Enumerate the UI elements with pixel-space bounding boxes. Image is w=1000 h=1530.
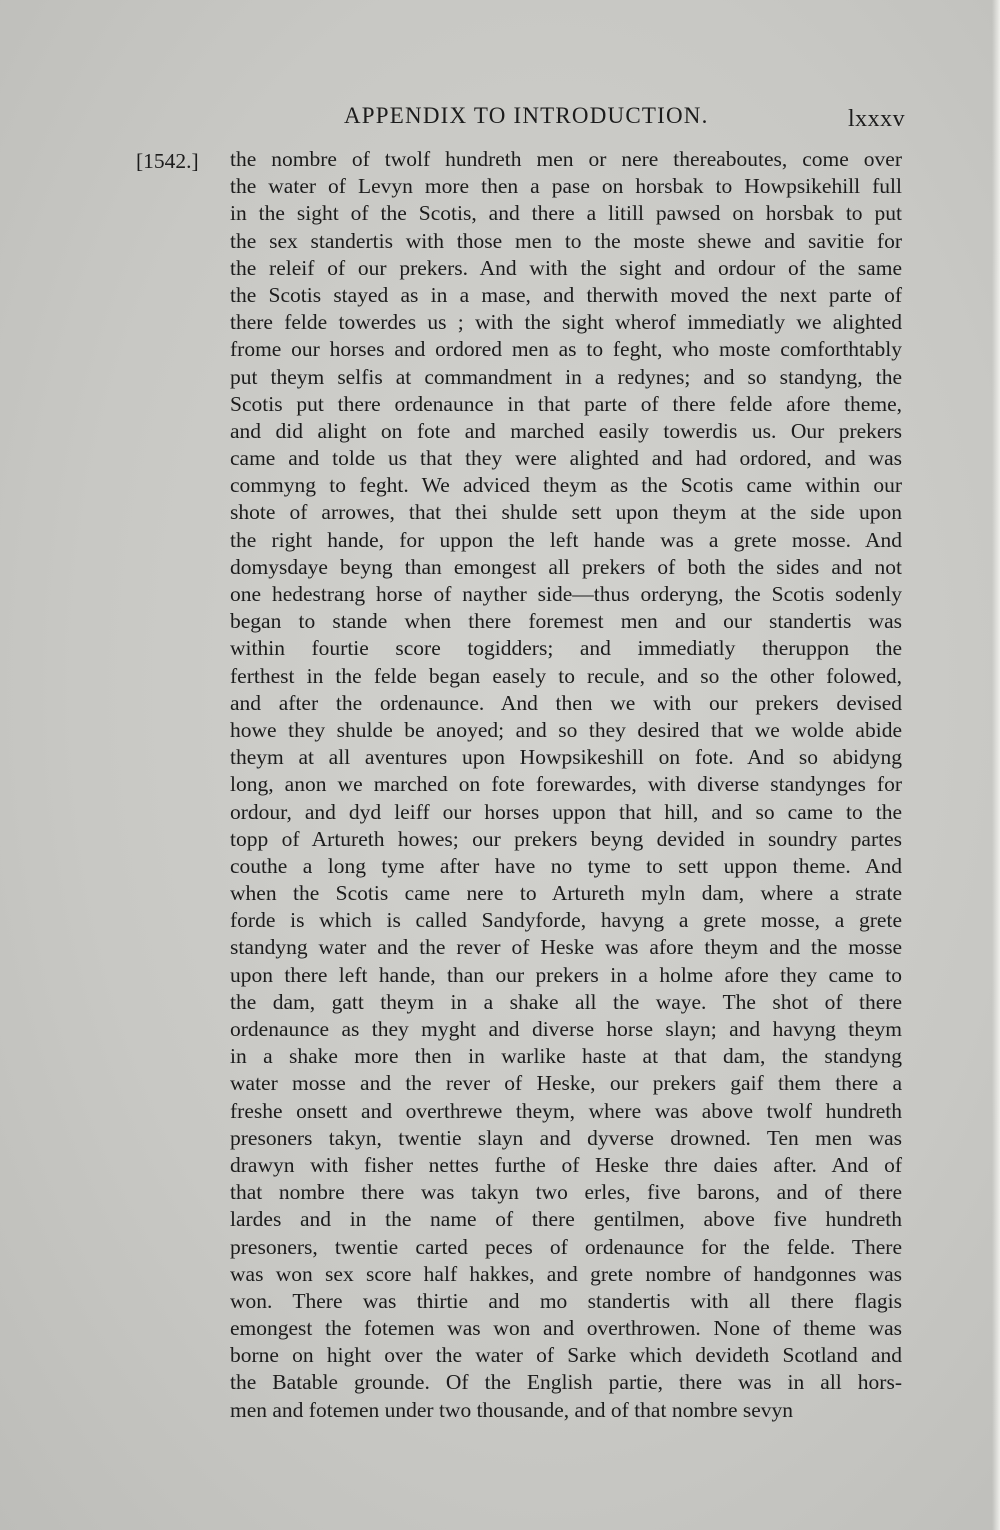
- text-line: theym at all aventures upon Howpsikeshill on fote. And so abidyng: [230, 745, 902, 770]
- page-edge: [992, 0, 1000, 1530]
- text-line: the right hande, for uppon the left hande was a grete mosse. And: [230, 527, 902, 552]
- running-head-title: APPENDIX TO INTRODUCTION.: [344, 103, 709, 128]
- page-number: lxxxv: [848, 106, 906, 132]
- text-line: the Scotis stayed as in a mase, and therwith moved the next parte of: [230, 282, 902, 307]
- text-line: began to stande when there foremest men and our standertis was: [230, 609, 902, 634]
- text-line: commyng to feght. We adviced theym as the Scotis came within our: [230, 473, 902, 498]
- text-line: the nombre of twolf hundreth men or nere thereaboutes, come over: [230, 147, 902, 171]
- text-line: one hedestrang horse of nayther side—thus orderyng, the Scotis sodenly: [230, 582, 902, 606]
- text-line: forde is which is called Sandyforde, havyng a grete mosse, a grete: [230, 908, 902, 933]
- running-head: [0, 103, 1000, 137]
- text-line: the releif of our prekers. And with the sight and ordour of the same: [230, 255, 902, 280]
- text-line: in a shake more then in warlike haste at that dam, the standyng: [230, 1044, 902, 1069]
- text-line: within fourtie score togidders; and immediatly theruppon the: [230, 636, 902, 661]
- text-line: freshe onsett and overthrewe theym, where was above twolf hundreth: [230, 1098, 902, 1123]
- text-line: long, anon we marched on fote forewardes, with diverse standynges for: [230, 772, 902, 797]
- text-line: presoners, twentie carted peces of ordenaunce for the felde. There: [230, 1234, 902, 1259]
- text-line: came and tolde us that they were alighted and had ordored, and was: [230, 446, 902, 471]
- marginal-year-note: [1542.]: [136, 149, 199, 173]
- text-line: presoners takyn, twentie slayn and dyverse drowned. Ten men was: [230, 1125, 902, 1150]
- text-line: there felde towerdes us ; with the sight wherof immediatly we alighted: [230, 310, 902, 335]
- text-line: drawyn with fisher nettes furthe of Heske thre daies after. And of: [230, 1152, 902, 1177]
- text-line: the water of Levyn more then a pase on horsbak to Howpsikehill full: [230, 174, 902, 199]
- text-line: in the sight of the Scotis, and there a litill pawsed on horsbak to put: [230, 201, 902, 226]
- text-line: ordour, and dyd leiff our horses uppon that hill, and so came to the: [230, 799, 902, 824]
- text-line: water mosse and the rever of Heske, our prekers gaif them there a: [230, 1071, 902, 1096]
- text-line: shote of arrowes, that thei shulde sett upon theym at the side upon: [230, 500, 902, 525]
- text-line: put theym selfis at commandment in a redynes; and so standyng, the: [230, 364, 902, 389]
- text-line: won. There was thirtie and mo standertis with all there flagis: [230, 1288, 902, 1313]
- text-line: ferthest in the felde began easely to recule, and so the other folowed,: [230, 663, 902, 688]
- text-line: that nombre there was takyn two erles, five barons, and of there: [230, 1180, 902, 1205]
- text-line: when the Scotis came nere to Artureth myln dam, where a strate: [230, 881, 902, 906]
- text-line: topp of Artureth howes; our prekers beyng devided in soundry partes: [230, 826, 902, 851]
- text-line: standyng water and the rever of Heske was afore theym and the mosse: [230, 935, 902, 960]
- body-text: [230, 146, 902, 1424]
- text-line: frome our horses and ordored men as to feght, who moste comforthtably: [230, 337, 902, 362]
- text-line: emongest the fotemen was won and overthrowen. None of theme was: [230, 1316, 902, 1341]
- text-line: howe they shulde be anoyed; and so they desired that we wolde abide: [230, 717, 902, 742]
- text-line: the dam, gatt theym in a shake all the waye. The shot of there: [230, 989, 902, 1014]
- text-line: the sex standertis with those men to the moste shewe and savitie for: [230, 228, 902, 253]
- text-line: couthe a long tyme after have no tyme to sett uppon theme. And: [230, 853, 902, 878]
- text-line: Scotis put there ordenaunce in that parte of there felde afore theme,: [230, 391, 902, 416]
- text-line: borne on hight over the water of Sarke which devideth Scotland and: [230, 1343, 902, 1368]
- text-line: domysdaye beyng than emongest all prekers of both the sides and not: [230, 554, 902, 579]
- text-line: ordenaunce as they myght and diverse horse slayn; and havyng theym: [230, 1017, 902, 1041]
- text-line: and did alight on fote and marched easily towerdis us. Our prekers: [230, 418, 902, 443]
- text-line: men and fotemen under two thousande, and of that nombre sevyn: [230, 1397, 794, 1422]
- text-line: lardes and in the name of there gentilmen, above five hundreth: [230, 1207, 902, 1232]
- text-line: was won sex score half hakkes, and grete nombre of handgonnes was: [230, 1261, 902, 1286]
- text-line: the Batable grounde. Of the English partie, there was in all hors-: [230, 1370, 902, 1395]
- text-line: upon there left hande, than our prekers in a holme afore they came to: [230, 962, 902, 987]
- text-line: and after the ordenaunce. And then we with our prekers devised: [230, 690, 902, 715]
